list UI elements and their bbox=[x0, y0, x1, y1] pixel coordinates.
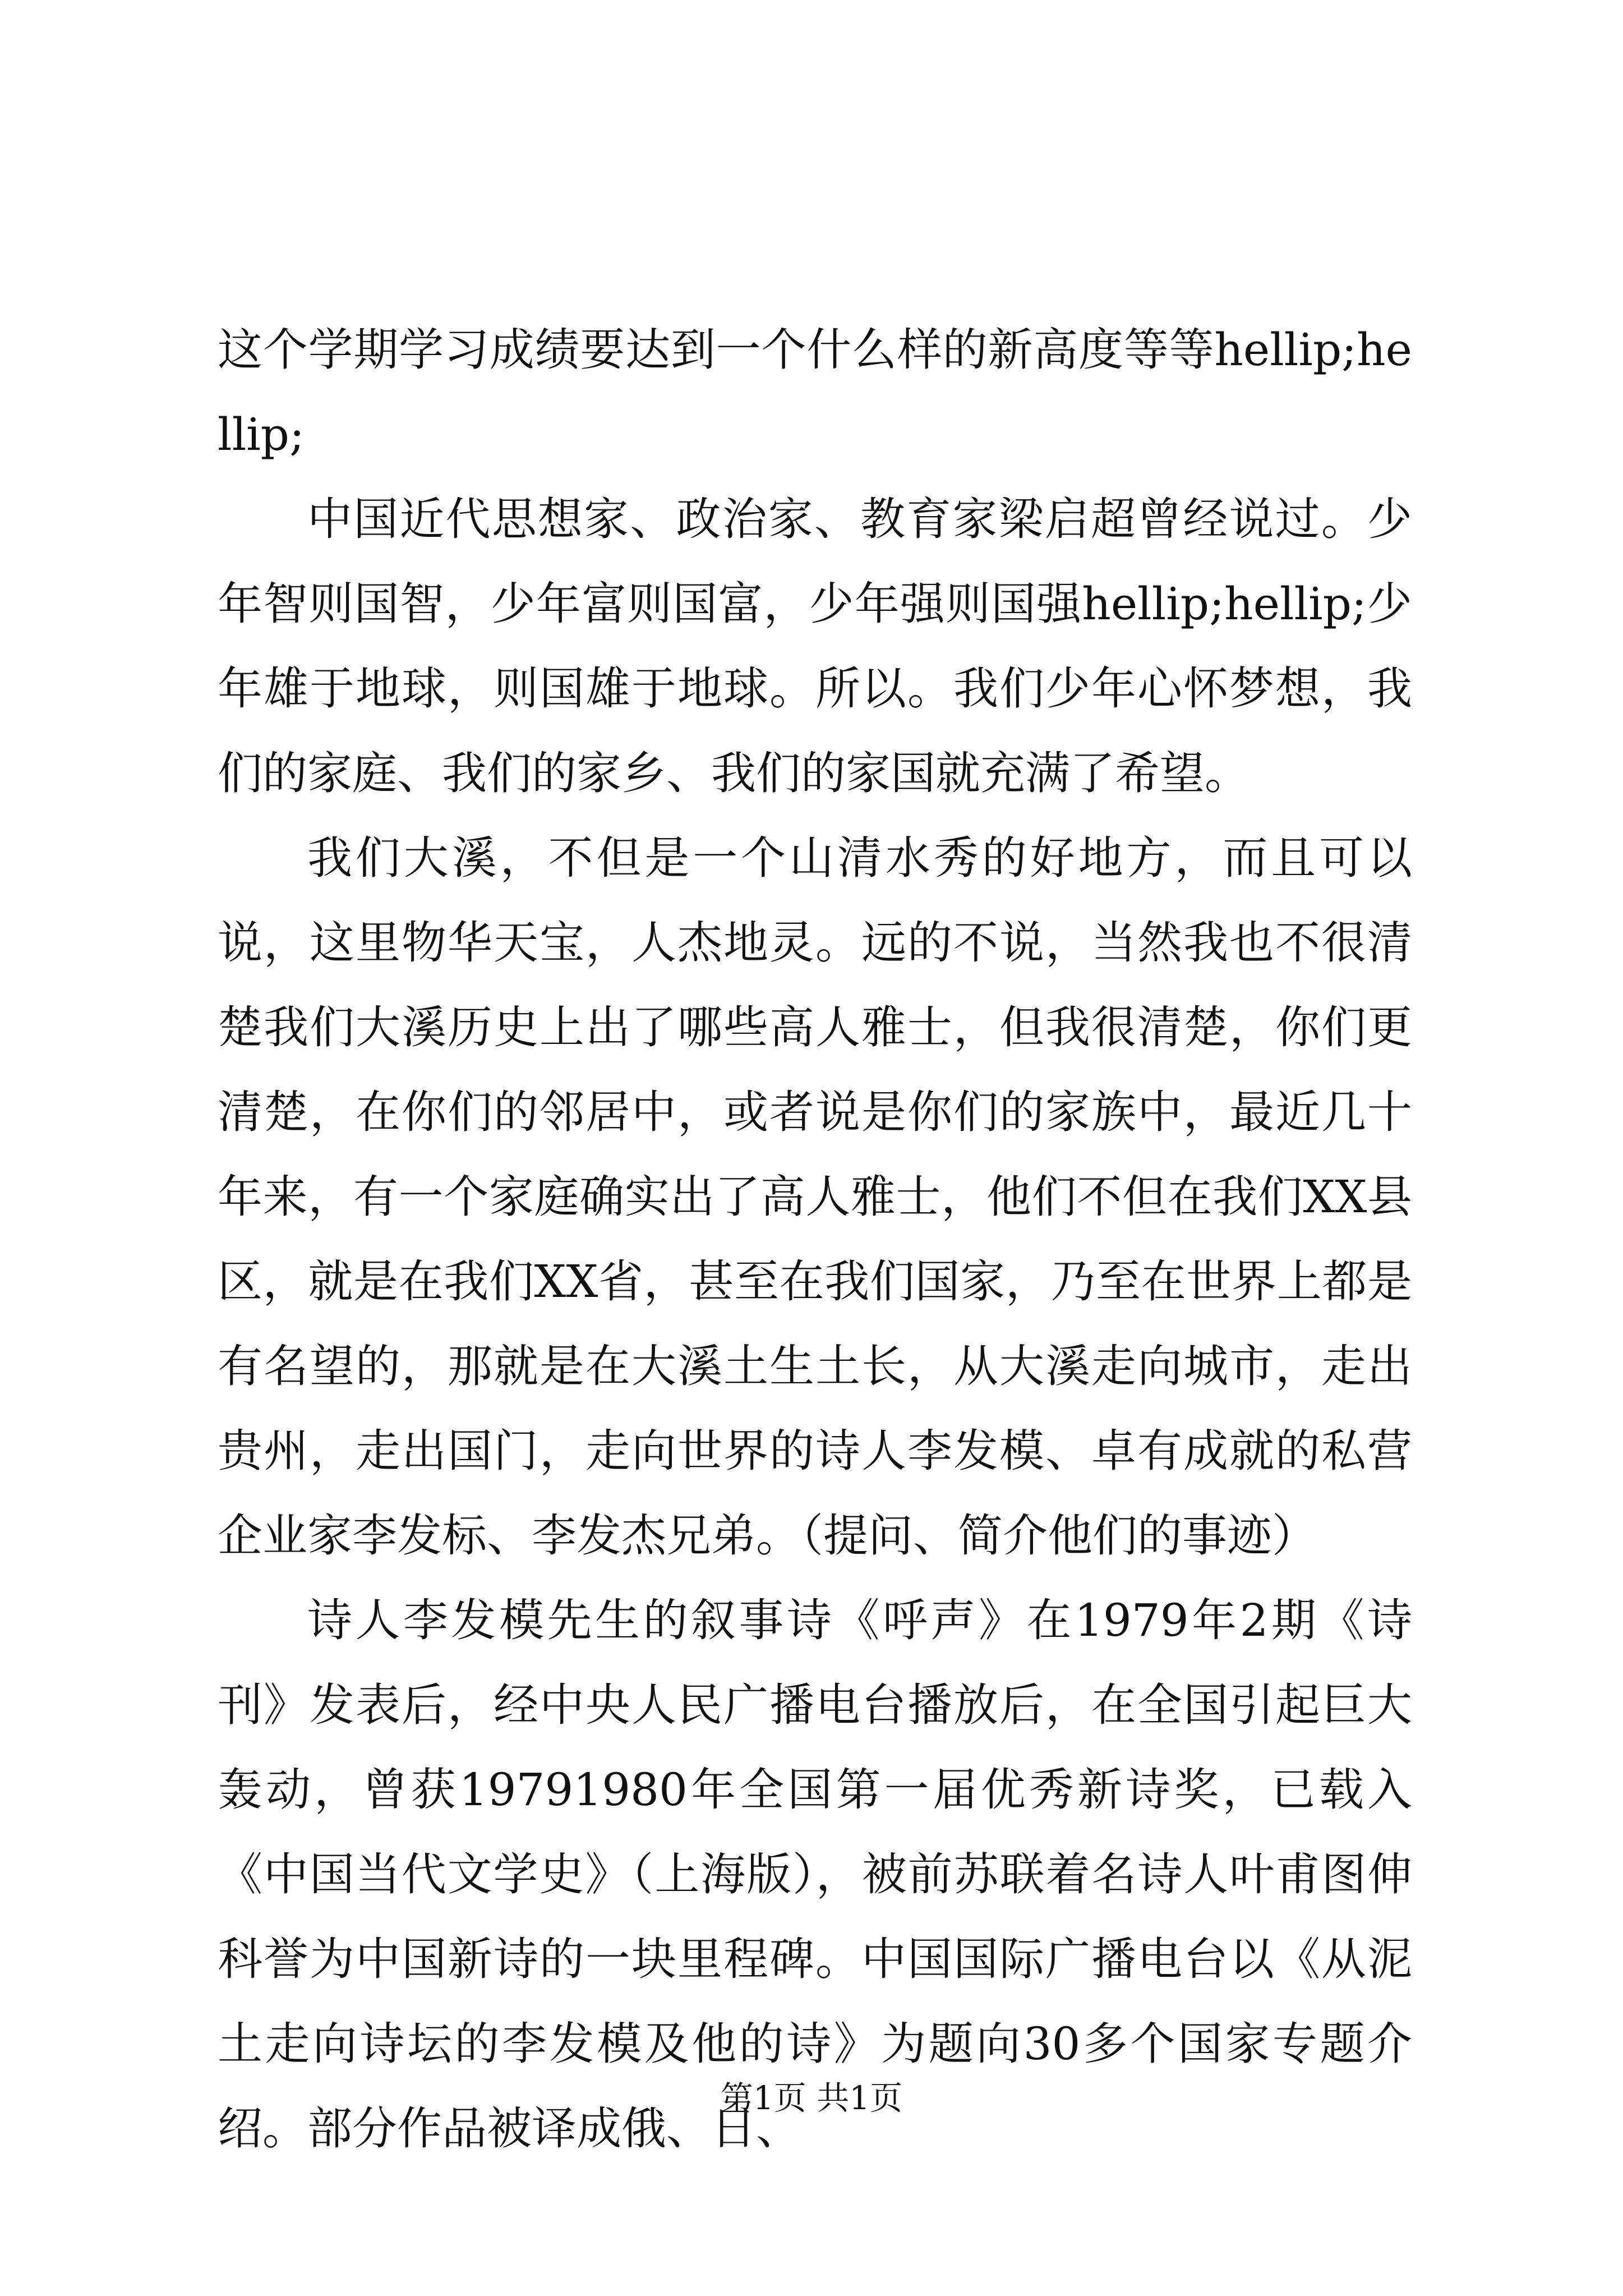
paragraph-li-famo-poem: 诗人李发模先生的叙事诗《呼声》在1979年2期《诗刊》发表后，经中央人民广播电台播放后，在全国引起巨大轰动，曾获19791980年全国第一届优秀新诗奖，已载入《中国当代文学史》（上海版），被前苏联着名诗人叶甫图伸科誉为中国新诗的一块里程碑。中国国际广播电台以《从泥土走向诗坛的李发模及他的诗》为题向30多个国家专题介绍。部分作品被译成俄、日、 bbox=[218, 1594, 1412, 2155]
paragraph-daxi-hometown: 我们大溪，不但是一个山清水秀的好地方，而且可以说，这里物华天宝，人杰地灵。远的不说，当然我也不很清楚我们大溪历史上出了哪些高人雅士，但我很清楚，你们更清楚，在你们的邻居中，或者说是你们的家族中，最近几十年来，有一个家庭确实出了高人雅士，他们不但在我们XX县区，就是在我们XX省，甚至在我们国家，乃至在世界上都是有名望的，那就是在大溪土生土长，从大溪走向城市，走出贵州，走出国门，走向世界的诗人李发模、卓有成就的私营企业家李发标、李发杰兄弟。（提问、简介他们的事迹） bbox=[218, 832, 1412, 1562]
paragraph-continuation: 这个学期学习成绩要达到一个什么样的新高度等等hellip;hellip; bbox=[218, 324, 1412, 461]
paragraph-liang-qichao-quote: 中国近代思想家、政治家、教育家梁启超曾经说过。少年智则国智，少年富则国富，少年强则国强hellip;hellip;少年雄于地球，则国雄于地球。所以。我们少年心怀梦想，我们的家庭、我们的家乡、我们的家国就充满了希望。 bbox=[218, 493, 1412, 799]
page-footer: 第1页 共1页 bbox=[720, 2079, 903, 2117]
document-body bbox=[218, 307, 1412, 2171]
